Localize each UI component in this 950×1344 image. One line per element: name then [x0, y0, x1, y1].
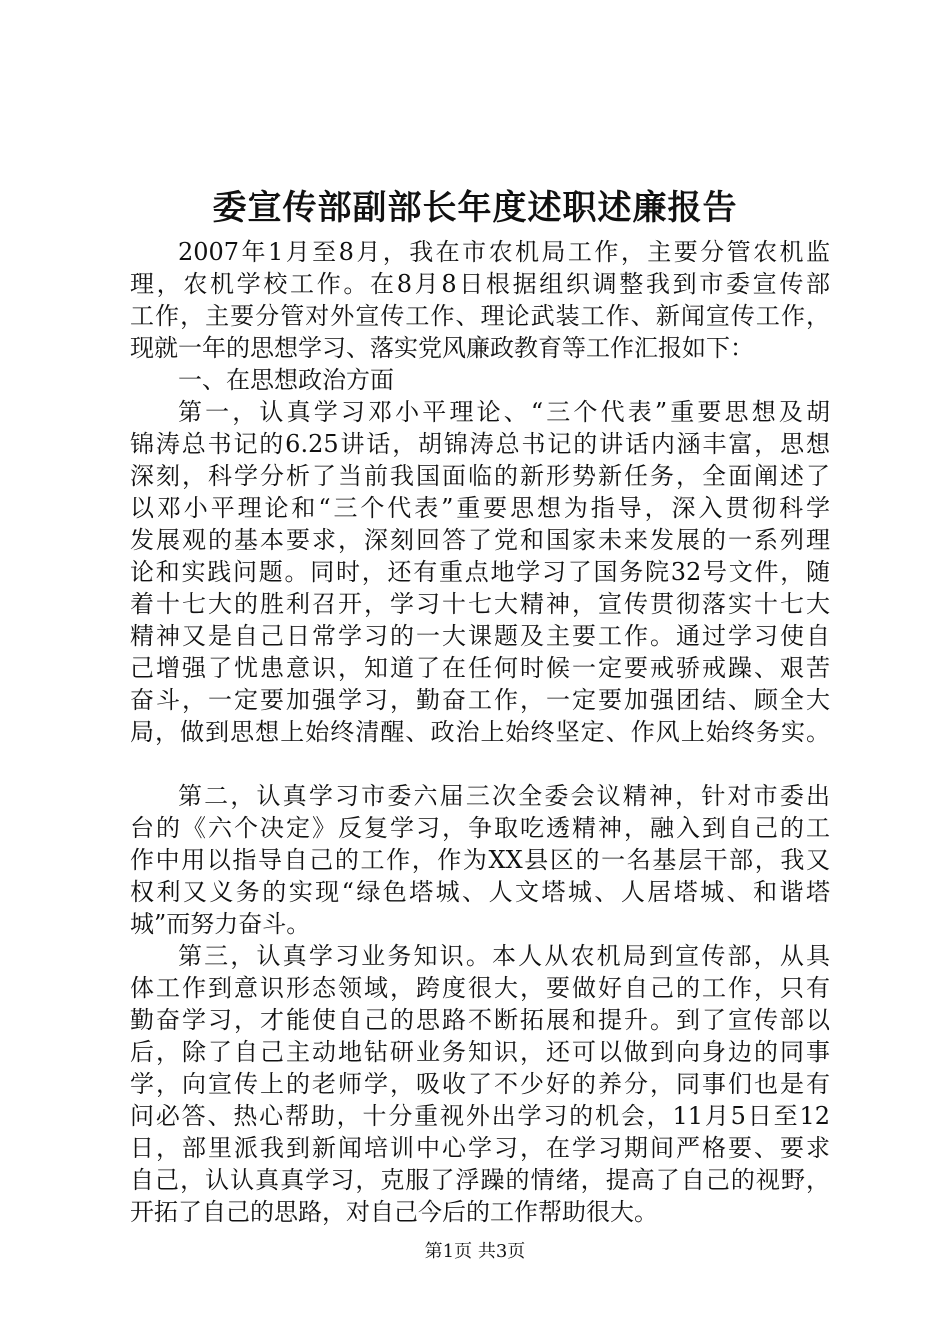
text-line: 理，农机学校工作。在8月8日根据组织调整我到市委宣传部	[130, 270, 830, 298]
text-line: 后，除了自己主动地钻研业务知识，还可以做到向身边的同事	[130, 1038, 830, 1066]
text-line: 以邓小平理论和“三个代表”重要思想为指导，深入贯彻科学	[130, 494, 830, 522]
text-line: 己增强了忧患意识，知道了在任何时候一定要戒骄戒躁、艰苦	[130, 654, 830, 682]
text-line: 着十七大的胜利召开，学习十七大精神，宣传贯彻落实十七大	[130, 590, 830, 618]
text-line: 日，部里派我到新闻培训中心学习，在学习期间严格要、要求	[130, 1134, 830, 1162]
text-line: 权利又义务的实现“绿色塔城、人文塔城、人居塔城、和谐塔	[130, 878, 830, 906]
text-line: 第二，认真学习市委六届三次全委会议精神，针对市委出	[178, 782, 830, 810]
text-line: 第一，认真学习邓小平理论、“三个代表”重要思想及胡	[178, 398, 830, 426]
document-title: 委宣传部副部长年度述职述廉报告	[212, 188, 738, 228]
text-line: 台的《六个决定》反复学习，争取吃透精神，融入到自己的工	[130, 814, 830, 842]
text-line: 发展观的基本要求，深刻回答了党和国家未来发展的一系列理	[130, 526, 830, 554]
text-line: 局，做到思想上始终清醒、政治上始终坚定、作风上始终务实。	[130, 718, 830, 746]
text-line: 城”而努力奋斗。	[130, 910, 311, 938]
text-line: 学，向宣传上的老师学，吸收了不少好的养分，同事们也是有	[130, 1070, 830, 1098]
text-line: 精神又是自己日常学习的一大课题及主要工作。通过学习使自	[130, 622, 830, 650]
text-line: 开拓了自己的思路，对自己今后的工作帮助很大。	[130, 1198, 658, 1226]
page-number-footer: 第1页 共3页	[424, 1241, 526, 1262]
document-body	[130, 236, 830, 1228]
text-line: 自己，认认真真学习，克服了浮躁的情绪，提高了自己的视野，	[130, 1166, 830, 1194]
text-line: 深刻，科学分析了当前我国面临的新形势新任务，全面阐述了	[130, 462, 830, 490]
text-line: 工作，主要分管对外宣传工作、理论武装工作、新闻宣传工作，	[130, 302, 830, 330]
section-heading: 一、在思想政治方面	[178, 366, 394, 394]
text-line: 论和实践问题。同时，还有重点地学习了国务院32号文件，随	[130, 558, 830, 586]
text-line: 第三，认真学习业务知识。本人从农机局到宣传部，从具	[178, 942, 830, 970]
text-line: 奋斗，一定要加强学习，勤奋工作，一定要加强团结、顾全大	[130, 686, 830, 714]
text-line: 作中用以指导自己的工作，作为XX县区的一名基层干部，我又	[130, 846, 830, 874]
text-line: 勤奋学习，才能使自己的思路不断拓展和提升。到了宣传部以	[130, 1006, 830, 1034]
text-line: 体工作到意识形态领域，跨度很大，要做好自己的工作，只有	[130, 974, 830, 1002]
text-line: 锦涛总书记的6.25讲话，胡锦涛总书记的讲话内涵丰富，思想	[130, 430, 830, 458]
text-line: 现就一年的思想学习、落实党风廉政教育等工作汇报如下：	[130, 334, 754, 362]
text-line: 问必答、热心帮助，十分重视外出学习的机会，11月5日至12	[130, 1102, 830, 1130]
paragraph-gap	[130, 748, 830, 780]
text-line: 2007年1月至8月，我在市农机局工作，主要分管农机监	[178, 238, 830, 266]
